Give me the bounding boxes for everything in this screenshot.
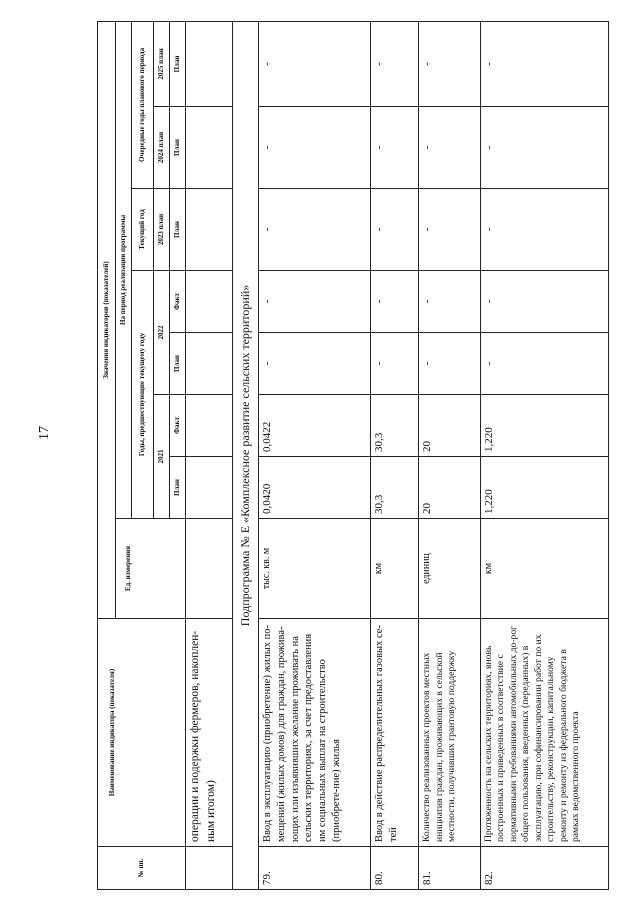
page-number: 17 [37, 426, 52, 440]
table-row [259, 21, 371, 889]
cell-plan-2021: 20 [419, 457, 480, 519]
rotated-table-area [97, 22, 609, 890]
header-plan-2024: План [170, 107, 186, 189]
cell-indicator-name: Ввод в эксплуатацию (приобретение) жилых по-мещений (жилых домов) для граждан, прожива-ющих или изъявивших желание проживать на сельских территориях, за счет предоставления им социальных выплат на строительство (приобрете-ние) жилья [259, 619, 371, 847]
cell-fact-2022: - [480, 271, 608, 333]
indicators-table [97, 21, 609, 890]
header-fact-2022: Факт [170, 271, 186, 333]
cell-plan-2024: - [419, 107, 480, 189]
cell-plan-2023: - [419, 189, 480, 271]
cell-fact-2021: 1,220 [480, 395, 608, 457]
cell-indicator-name: Количество реализованных проектов местных инициатив граждан, проживающих в сельской местности, получивших грантовую поддержку [419, 619, 480, 847]
header-plan-2021: План [170, 457, 186, 519]
cell-plan-2022: - [480, 333, 608, 395]
header-indicator-name: Наименование индикатора (показателя) [98, 619, 186, 847]
cell-plan-2021: 30,3 [371, 457, 419, 519]
cell-unit: км [371, 519, 419, 619]
cell-plan-2024: - [480, 107, 608, 189]
cell-plan-2025: - [371, 21, 419, 106]
cell-plan-2022: - [371, 333, 419, 395]
cell-plan-2025: - [480, 21, 608, 106]
cell-plan-2025 [186, 21, 233, 106]
header-num: № пп. [98, 847, 186, 890]
header-next-years: Очередные годы планового периода [132, 21, 154, 188]
cell-fact-2022: - [419, 271, 480, 333]
cell-indicator-name: Ввод в действие распределительных газовых се-тей [371, 619, 419, 847]
cell-plan-2022: - [259, 333, 371, 395]
cell-fact-2021: 30,3 [371, 395, 419, 457]
cell-plan-2022: - [419, 333, 480, 395]
cell-plan-2023: - [480, 189, 608, 271]
header-previous-years: Годы, предшествующие текущему году [132, 271, 154, 519]
cell-fact-2022 [186, 271, 233, 333]
cell-num [186, 847, 233, 890]
header-year-2021: 2021 [154, 395, 170, 519]
header-year-2025: 2025 план [154, 21, 170, 106]
table-rotation-frame [97, 22, 609, 890]
cell-unit: единиц [419, 519, 480, 619]
cell-plan-2023 [186, 189, 233, 271]
cell-plan-2021 [186, 457, 233, 519]
header-plan-2022: План [170, 333, 186, 395]
header-year-2024: 2024 план [154, 107, 170, 189]
cell-fact-2022: - [259, 271, 371, 333]
table-row [419, 21, 480, 889]
cell-indicator-name: операции и подержки фермеров, накоплен-ным итогом) [186, 619, 233, 847]
header-indicator-values: Значения индикаторов (показателей) [98, 21, 116, 618]
subprogram-row [233, 21, 259, 889]
cell-unit: тыс. кв. м [259, 519, 371, 619]
cell-unit [186, 519, 233, 619]
cell-num: 81. [419, 847, 480, 890]
cell-plan-2022 [186, 333, 233, 395]
header-plan-2023: План [170, 189, 186, 271]
header-year-2023: 2023 план [154, 189, 170, 271]
header-unit: Ед. измерения [116, 519, 186, 619]
cell-fact-2021 [186, 395, 233, 457]
header-year-2022: 2022 [154, 271, 170, 395]
cell-plan-2024: - [371, 107, 419, 189]
cell-plan-2021: 0,0420 [259, 457, 371, 519]
table-row-continuation [186, 21, 233, 889]
cell-num: 79. [259, 847, 371, 890]
cell-indicator-name: Протяженность на сельских территориях, вновь построенных и приведенных в соответствие с нормативными требованиями автомобильных до-рог общего пользования, введенных (переданных) в эксплуатацию, при софинансировании работ по их строительству, реконструкции, капитальному ремонту и ремонту из федерального бюджета в рамках ведомственного проекта [480, 619, 608, 847]
cell-plan-2024: - [259, 107, 371, 189]
header-plan-2025: План [170, 21, 186, 106]
cell-plan-2023: - [259, 189, 371, 271]
cell-fact-2021: 20 [419, 395, 480, 457]
cell-plan-2025: - [259, 21, 371, 106]
cell-fact-2021: 0,0422 [259, 395, 371, 457]
header-fact-2021: Факт [170, 395, 186, 457]
cell-plan-2023: - [371, 189, 419, 271]
cell-num: 80. [371, 847, 419, 890]
cell-num: 82. [480, 847, 608, 890]
cell-fact-2022: - [371, 271, 419, 333]
cell-plan-2021: 1,220 [480, 457, 608, 519]
header-current-year: Текущий год [132, 189, 154, 271]
subprogram-title: Подпрограмма № Е «Комплексное развитие сельских территорий» [233, 21, 259, 889]
header-program-period: На период реализации программы [116, 21, 132, 518]
cell-plan-2025: - [419, 21, 480, 106]
table-row [480, 21, 608, 889]
table-row [371, 21, 419, 889]
cell-plan-2024 [186, 107, 233, 189]
cell-unit: км [480, 519, 608, 619]
